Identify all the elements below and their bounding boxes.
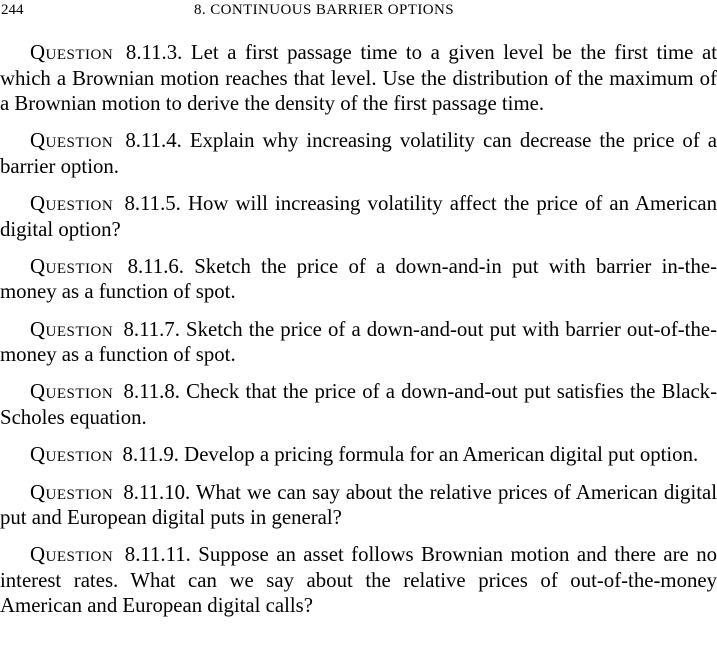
question-8-11-9	[0, 442, 717, 468]
question-number: 8.11.3.	[125, 41, 183, 64]
question-text: Suppose an asset follows Brownian motion and there are no interest rates. What can we say about the relative prices of out-of-the-money American and European digital calls?	[0, 543, 717, 618]
question-number: 8.11.11.	[124, 543, 191, 567]
question-number: 8.11.4.	[125, 129, 182, 153]
question-text: Sketch the price of a down-and-in put with barrier in-the-money as a function of spot.	[0, 254, 717, 304]
running-head	[0, 0, 717, 20]
question-text: Develop a pricing formula for an American digital put option.	[184, 443, 699, 467]
question-label: Question	[30, 254, 114, 278]
question-8-11-7	[0, 317, 717, 368]
question-text: Sketch the price of a down-and-out put with barrier out-of-the-money as a function of spot.	[0, 317, 717, 367]
question-text: How will increasing volatility affect the price of an American digital option?	[0, 192, 717, 241]
question-list	[0, 40, 717, 631]
question-8-11-11	[0, 542, 717, 619]
question-8-11-6	[0, 254, 717, 305]
question-text: Check that the price of a down-and-out put satisfies the Black-Scholes equation.	[0, 380, 717, 429]
question-label: Question	[30, 192, 114, 216]
question-label: Question	[30, 317, 114, 341]
question-number: 8.11.7.	[123, 317, 180, 341]
question-number: 8.11.5.	[124, 192, 181, 216]
question-8-11-5	[0, 191, 717, 242]
page-number: 244	[1, 2, 24, 18]
question-number: 8.11.9.	[122, 443, 179, 467]
question-label: Question	[30, 129, 114, 153]
question-label: Question	[30, 480, 114, 504]
question-8-11-8	[0, 379, 717, 430]
question-label: Question	[30, 443, 114, 467]
question-text: What we can say about the relative prices of American digital put and European digital puts in general?	[0, 480, 717, 530]
question-text: Explain why increasing volatility can decrease the price of a barrier option.	[0, 129, 717, 178]
question-number: 8.11.10.	[123, 480, 191, 504]
question-label: Question	[30, 380, 114, 404]
chapter-title: 8. CONTINUOUS BARRIER OPTIONS	[194, 2, 454, 18]
question-8-11-10	[0, 480, 717, 531]
question-label: Question	[30, 543, 114, 567]
question-number: 8.11.6.	[127, 254, 184, 278]
question-label: Question	[30, 41, 114, 64]
question-8-11-3	[0, 40, 717, 117]
question-8-11-4	[0, 128, 717, 179]
question-number: 8.11.8.	[123, 380, 180, 404]
question-text: Let a first passage time to a given level be the first time at which a Brownian motion reaches that level. Use the distribution of the maximum of a Brownian motion to derive the density of the first passage time.	[0, 41, 717, 115]
